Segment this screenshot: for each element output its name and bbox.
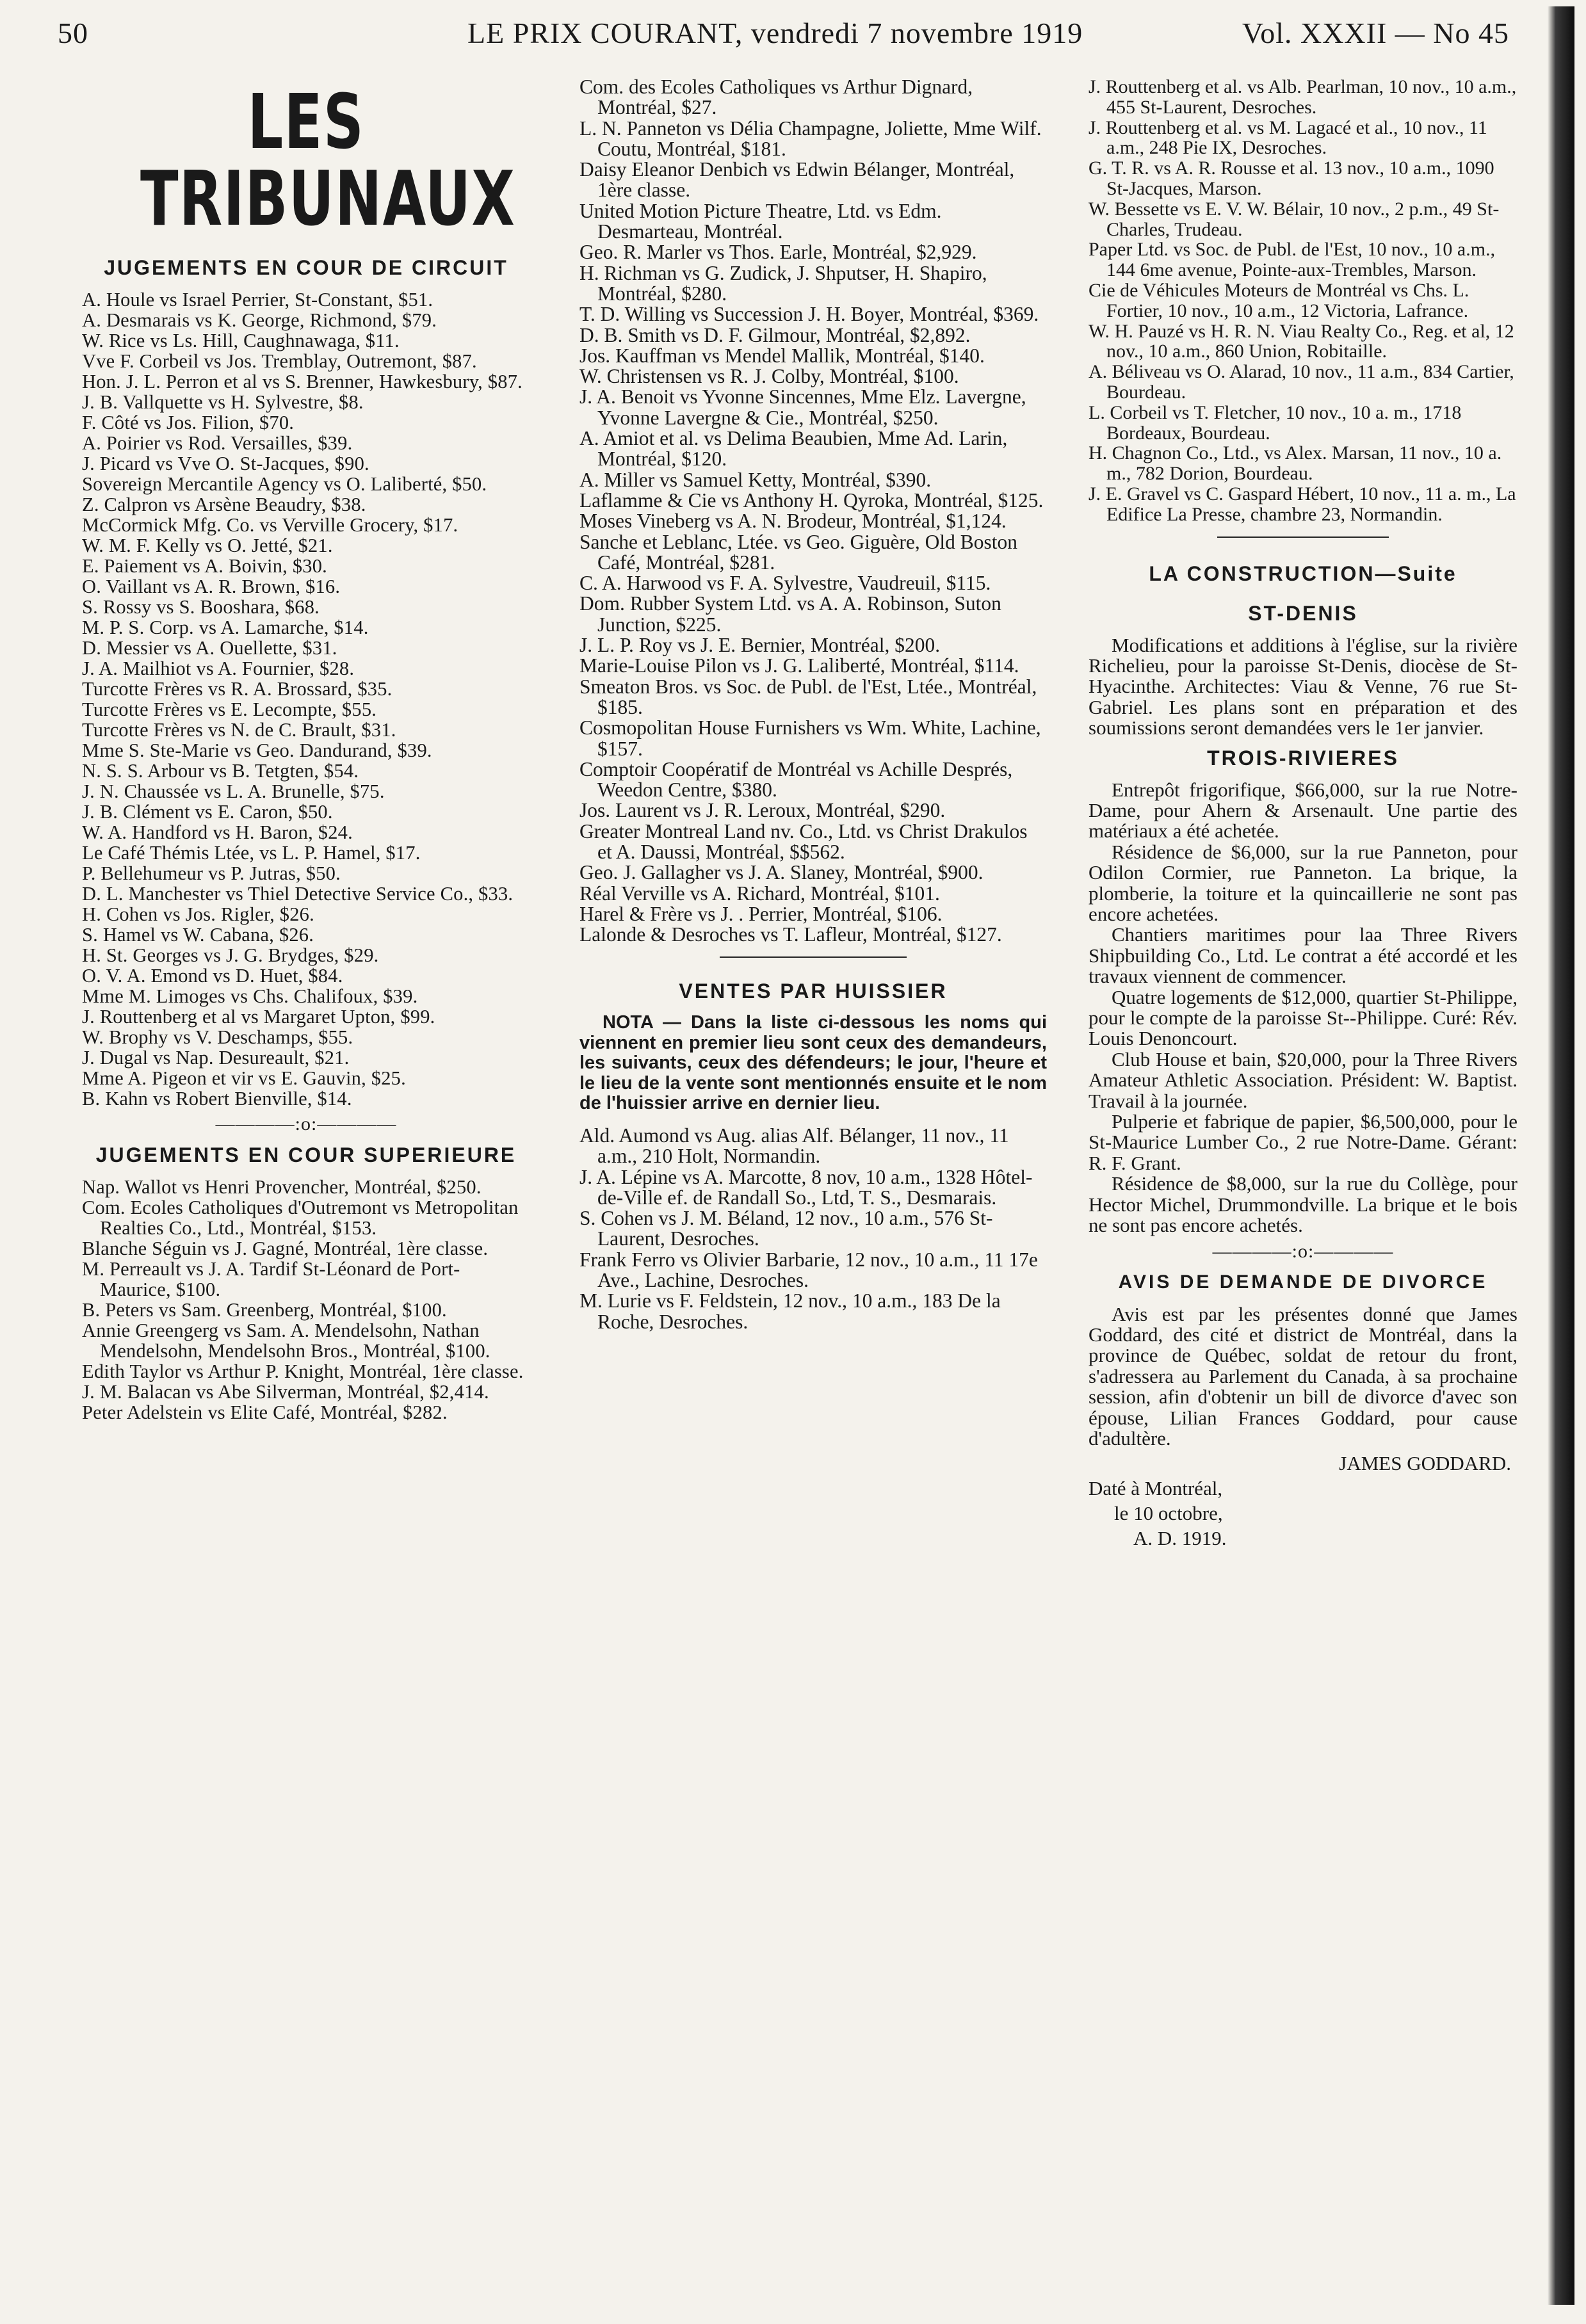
judgment-entry: Z. Calpron vs Arsène Beaudry, $38. xyxy=(82,494,366,515)
judgment-entry: J. B. Vallquette vs H. Sylvestre, $8. xyxy=(82,391,364,413)
judgment-entry: P. Bellehumeur vs P. Jutras, $50. xyxy=(82,862,341,884)
judgment-entry: H. St. Georges vs J. G. Brydges, $29. xyxy=(82,944,379,966)
judgment-entry: Smeaton Bros. vs Soc. de Publ. de l'Est, Ltée., Montréal, $185. xyxy=(579,675,1037,718)
judgment-entry: Vve F. Corbeil vs Jos. Tremblay, Outremont, $87. xyxy=(82,350,477,372)
scan-edge-shadow xyxy=(1548,6,1574,2305)
judgment-entry: Turcotte Frères vs N. de C. Brault, $31. xyxy=(82,719,396,741)
judgment-entry: A. Amiot et al. vs Delima Beaubien, Mme Ad. Larin, Montréal, $120. xyxy=(579,427,1008,471)
judgment-entry: M. Perreault vs J. A. Tardif St-Léonard de Port-Maurice, $100. xyxy=(82,1258,460,1300)
date-line-1: Daté à Montréal, xyxy=(1088,1477,1223,1500)
st-denis-paragraphs xyxy=(1088,635,1517,739)
judgment-entry: Annie Greengerg vs Sam. A. Mendelsohn, Nathan Mendelsohn, Mendelsohn Bros., Montréal, $100. xyxy=(82,1319,490,1362)
sale-entry: S. Cohen vs J. M. Béland, 12 nov., 10 a.m., 576 St-Laurent, Desroches. xyxy=(579,1207,993,1250)
judgment-entry: Peter Adelstein vs Elite Café, Montréal, $282. xyxy=(82,1401,448,1423)
judgment-entry: A. Desmarais vs K. George, Richmond, $79. xyxy=(82,309,437,331)
judgment-entry: Marie-Louise Pilon vs J. G. Laliberté, Montréal, $114. xyxy=(579,654,1019,677)
judgment-entry: Mme M. Limoges vs Chs. Chalifoux, $39. xyxy=(82,985,418,1007)
publication-title: LE PRIX COURANT, vendredi 7 novembre 1919 xyxy=(467,17,1083,49)
nota-paragraph: NOTA — Dans la liste ci-dessous les noms qui viennent en premier lieu sont ceux des demandeurs, les suivants, ceux des défendeurs; le jour, l'heure et le lieu de la vente sont mentionnés ensuite et le nom de l'huissier arrive en dernier lieu. xyxy=(579,1012,1047,1114)
judgment-entry: Harel & Frère vs J. . Perrier, Montréal, $106. xyxy=(579,902,943,925)
judgment-entry: W. Rice vs Ls. Hill, Caughnawaga, $11. xyxy=(82,330,400,351)
sale-entry: Frank Ferro vs Olivier Barbarie, 12 nov., 10 a.m., 11 17e Ave., Lachine, Desroches. xyxy=(579,1248,1038,1292)
judgment-entry: J. N. Chaussée vs L. A. Brunelle, $75. xyxy=(82,780,385,802)
judgment-entry: J. L. P. Roy vs J. E. Bernier, Montréal, $200. xyxy=(579,634,941,657)
column-3 xyxy=(1088,77,1517,1549)
judgment-entry: A. Miller vs Samuel Ketty, Montréal, $390. xyxy=(579,468,932,491)
construction-paragraph: Résidence de $8,000, sur la rue du Collège, pour Hector Michel, Drummondville. La brique et le bois ne sont pas encore achetés. xyxy=(1088,1172,1517,1237)
judgment-entry: Sovereign Mercantile Agency vs O. Laliberté, $50. xyxy=(82,473,487,495)
judgment-entry: B. Kahn vs Robert Bienville, $14. xyxy=(82,1088,352,1110)
judgment-entry: Com. Ecoles Catholiques d'Outremont vs Metropolitan Realties Co., Ltd., Montréal, $153. xyxy=(82,1197,519,1239)
sale-entry: Cie de Véhicules Moteurs de Montréal vs Chs. L. Fortier, 10 nov., 10 a.m., 12 Victoria, Lafrance. xyxy=(1088,279,1469,321)
judgment-entry: Lalonde & Desroches vs T. Lafleur, Montréal, $127. xyxy=(579,923,1002,946)
section-rule xyxy=(1217,537,1389,538)
judgment-entry: A. Poirier vs Rod. Versailles, $39. xyxy=(82,432,353,454)
judgment-entry: J. B. Clément vs E. Caron, $50. xyxy=(82,801,333,823)
heading-construction-suite: LA CONSTRUCTION—Suite xyxy=(1149,561,1457,585)
judgment-entry: Daisy Eleanor Denbich vs Edwin Bélanger, Montréal, 1ère classe. xyxy=(579,158,1015,202)
sale-entry: L. Corbeil vs T. Fletcher, 10 nov., 10 a. m., 1718 Bordeaux, Bourdeau. xyxy=(1088,401,1462,444)
heading-cour-superieure: JUGEMENTS EN COUR SUPERIEURE xyxy=(95,1143,517,1166)
date-line-3: A. D. 1919. xyxy=(1133,1527,1227,1550)
heading-trois-rivieres: TROIS-RIVIERES xyxy=(1207,746,1399,770)
sale-entry: Ald. Aumond vs Aug. alias Alf. Bélanger, 11 nov., 11 a.m., 210 Holt, Normandin. xyxy=(579,1124,1009,1168)
judgment-entry: F. Côté vs Jos. Filion, $70. xyxy=(82,412,295,433)
judgment-entry: Le Café Thémis Ltée, vs L. P. Hamel, $17. xyxy=(82,842,421,864)
judgment-entry: O. Vaillant vs A. R. Brown, $16. xyxy=(82,576,341,597)
judgment-entry: O. V. A. Emond vs D. Huet, $84. xyxy=(82,965,343,987)
page-header xyxy=(58,14,1528,52)
page-number: 50 xyxy=(58,17,88,49)
judgment-entry: C. A. Harwood vs F. A. Sylvestre, Vaudreuil, $115. xyxy=(579,572,991,595)
judgment-entry: W. Christensen vs R. J. Colby, Montréal, $100. xyxy=(579,365,959,388)
judgment-entry: D. L. Manchester vs Thiel Detective Service Co., $33. xyxy=(82,883,514,905)
judgment-entry: Dom. Rubber System Ltd. vs A. A. Robinson, Suton Junction, $225. xyxy=(579,592,1001,636)
judgment-entry: S. Hamel vs W. Cabana, $26. xyxy=(82,924,314,946)
separator: ————:o:———— xyxy=(1212,1240,1394,1262)
judgment-entry: Mme A. Pigeon et vir vs E. Gauvin, $25. xyxy=(82,1067,406,1089)
judgment-entry: L. N. Panneton vs Délia Champagne, Joliette, Mme Wilf. Coutu, Montréal, $181. xyxy=(579,117,1042,160)
judgment-entry: Geo. R. Marler vs Thos. Earle, Montréal, $2,929. xyxy=(579,241,977,264)
judgment-entry: N. S. S. Arbour vs B. Tetgten, $54. xyxy=(82,760,359,782)
judgment-entry: Greater Montreal Land nv. Co., Ltd. vs Christ Drakulos et A. Daussi, Montréal, $$562. xyxy=(579,819,1028,863)
judgment-entry: W. M. F. Kelly vs O. Jetté, $21. xyxy=(82,535,333,556)
judgment-entry: B. Peters vs Sam. Greenberg, Montréal, $100. xyxy=(82,1299,447,1321)
circuit-judgment-list xyxy=(82,289,530,1109)
judgment-entry: McCormick Mfg. Co. vs Verville Grocery, $17. xyxy=(82,514,458,536)
judgment-entry: A. Houle vs Israel Perrier, St-Constant, $51. xyxy=(82,289,433,311)
date-line-2: le 10 octobre, xyxy=(1114,1502,1223,1525)
sale-entry: J. E. Gravel vs C. Gaspard Hébert, 10 nov., 11 a. m., La Edifice La Presse, chambre 23, Normandin. xyxy=(1088,483,1516,525)
heading-st-denis: ST-DENIS xyxy=(1248,601,1358,625)
judgment-entry: E. Paiement vs A. Boivin, $30. xyxy=(82,555,328,577)
judgment-entry: Geo. J. Gallagher vs J. A. Slaney, Montréal, $900. xyxy=(579,861,983,884)
section-title-tribunaux: LES TRIBUNAUX xyxy=(140,77,516,243)
sale-entry: J. A. Lépine vs A. Marcotte, 8 nov, 10 a.m., 1328 Hôtel-de-Ville ef. de Randall So., Ltd, T. S., Desmarais. xyxy=(579,1165,1033,1209)
superior-judgment-list-continued xyxy=(579,77,1047,945)
volume-number: Vol. XXXII — No 45 xyxy=(1242,17,1509,49)
sale-entry: G. T. R. vs A. R. Rousse et al. 13 nov., 10 a.m., 1090 St-Jacques, Marson. xyxy=(1088,157,1494,199)
judgment-entry: Hon. J. L. Perron et al vs S. Brenner, Hawkesbury, $87. xyxy=(82,371,523,392)
judgment-entry: Blanche Séguin vs J. Gagné, Montréal, 1ère classe. xyxy=(82,1238,489,1259)
superior-judgment-list xyxy=(82,1177,530,1423)
construction-paragraph: Chantiers maritimes pour laa Three Rivers Shipbuilding Co., Ltd. Le contrat a été accordé et les travaux viennent de commencer. xyxy=(1088,923,1517,988)
judgment-entry: W. Brophy vs V. Deschamps, $55. xyxy=(82,1026,353,1048)
judgment-entry: J. A. Mailhiot vs A. Fournier, $28. xyxy=(82,658,355,679)
judgment-entry: Turcotte Frères vs E. Lecompte, $55. xyxy=(82,698,377,720)
separator: ————:o:———— xyxy=(215,1113,397,1134)
sale-entry: W. Bessette vs E. V. W. Bélair, 10 nov., 2 p.m., 49 St-Charles, Trudeau. xyxy=(1088,198,1500,240)
judgment-entry: Jos. Laurent vs J. R. Leroux, Montréal, $290. xyxy=(579,799,946,822)
judgment-entry: Mme S. Ste-Marie vs Geo. Dandurand, $39. xyxy=(82,739,432,761)
divorce-notice-text: Avis est par les présentes donné que James Goddard, des cité et district de Montréal, dans la province de Québec, soldat de retour du front, s'adressera au Parlement du Canada, à sa prochaine session, afin d'obtenir un bill de divorce d'avec son épouse, Lilian Frances Goddard, pour cause d'adultère. xyxy=(1088,1302,1517,1449)
judgment-entry: D. Messier vs A. Ouellette, $31. xyxy=(82,637,337,659)
heading-cour-circuit: JUGEMENTS EN COUR DE CIRCUIT xyxy=(104,256,508,279)
judgment-entry: H. Richman vs G. Zudick, J. Shputser, H. Shapiro, Montréal, $280. xyxy=(579,261,987,305)
heading-avis-divorce: AVIS DE DEMANDE DE DIVORCE xyxy=(1118,1271,1488,1293)
judgment-entry: J. M. Balacan vs Abe Silverman, Montréal, $2,414. xyxy=(82,1381,489,1403)
judgment-entry: J. Dugal vs Nap. Desureault, $21. xyxy=(82,1047,350,1069)
judgment-entry: United Motion Picture Theatre, Ltd. vs Edm. Desmarteau, Montréal. xyxy=(579,199,942,243)
construction-paragraph: Club House et bain, $20,000, pour la Three Rivers Amateur Athletic Association. Président: W. Baptist. Travail à la journée. xyxy=(1088,1047,1517,1112)
judgment-entry: Réal Verville vs A. Richard, Montréal, $101. xyxy=(579,882,940,905)
judgment-entry: Turcotte Frères vs R. A. Brossard, $35. xyxy=(82,678,392,700)
judgment-entry: S. Rossy vs S. Booshara, $68. xyxy=(82,596,320,618)
construction-paragraph: Résidence de $6,000, sur la rue Panneton, pour Odilon Cormier, rue Panneton. La brique, la plomberie, la toiture et la quincaillerie ne sont pas encore achetées. xyxy=(1088,840,1517,925)
signature-name: JAMES GODDARD. xyxy=(1339,1452,1511,1475)
judgment-entry: Com. des Ecoles Catholiques vs Arthur Dignard, Montréal, $27. xyxy=(579,76,973,119)
judgment-entry: Moses Vineberg vs A. N. Brodeur, Montréal, $1,124. xyxy=(579,510,1007,533)
column-2 xyxy=(579,77,1047,1332)
judgment-entry: Sanche et Leblanc, Ltée. vs Geo. Giguère, Old Boston Café, Montréal, $281. xyxy=(579,530,1018,574)
sale-entry: M. Lurie vs F. Feldstein, 12 nov., 10 a.m., 183 De la Roche, Desroches. xyxy=(579,1289,1001,1333)
judgment-entry: Comptoir Coopératif de Montréal vs Achille Després, Weedon Centre, $380. xyxy=(579,757,1013,802)
judgment-entry: T. D. Willing vs Succession J. H. Boyer, Montréal, $369. xyxy=(579,303,1039,326)
construction-paragraph: Pulperie et fabrique de papier, $6,500,000, pour le St-Maurice Lumber Co., 2 rue Notre-Dame. Gérant: R. F. Grant. xyxy=(1088,1110,1517,1174)
judgment-entry: D. B. Smith vs D. F. Gilmour, Montréal, $2,892. xyxy=(579,323,971,346)
trois-rivieres-paragraphs xyxy=(1088,780,1517,1236)
sale-entry: Paper Ltd. vs Soc. de Publ. de l'Est, 10 nov., 10 a.m., 144 6me avenue, Pointe-aux-Trembles, Marson. xyxy=(1088,239,1496,281)
construction-paragraph: Entrepôt frigorifique, $66,000, sur la rue Notre-Dame, pour Ahern & Arsenault. Une partie des matériaux a été achetée. xyxy=(1088,778,1517,843)
judgment-entry: Edith Taylor vs Arthur P. Knight, Montréal, 1ère classe. xyxy=(82,1360,524,1382)
sale-entry: W. H. Pauzé vs H. R. N. Viau Realty Co., Reg. et al, 12 nov., 10 a.m., 860 Union, Robitaille. xyxy=(1088,320,1514,362)
judgment-entry: Cosmopolitan House Furnishers vs Wm. White, Lachine, $157. xyxy=(579,716,1041,760)
sale-entry: A. Béliveau vs O. Alarad, 10 nov., 11 a.m., 834 Cartier, Bourdeau. xyxy=(1088,361,1514,403)
sale-entry: J. Routtenberg et al. vs Alb. Pearlman, 10 nov., 10 a.m., 455 St-Laurent, Desroches. xyxy=(1088,76,1517,118)
judgment-entry: W. A. Handford vs H. Baron, $24. xyxy=(82,821,353,843)
bailiff-sales-list-continued xyxy=(1088,77,1517,525)
sale-entry: H. Chagnon Co., Ltd., vs Alex. Marsan, 11 nov., 10 a. m., 782 Dorion, Bourdeau. xyxy=(1088,442,1502,485)
judgment-entry: Laflamme & Cie vs Anthony H. Qyroka, Montréal, $125. xyxy=(579,488,1044,512)
judgment-entry: M. P. S. Corp. vs A. Lamarche, $14. xyxy=(82,617,369,638)
heading-ventes-huissier: VENTES PAR HUISSIER xyxy=(679,980,948,1003)
judgment-entry: H. Cohen vs Jos. Rigler, $26. xyxy=(82,903,314,925)
bailiff-sales-list xyxy=(579,1126,1047,1332)
column-1 xyxy=(82,77,530,1423)
section-rule xyxy=(720,956,907,958)
judgment-entry: J. A. Benoit vs Yvonne Sincennes, Mme Elz. Lavergne, Yvonne Lavergne & Cie., Montréal, $250. xyxy=(579,385,1026,429)
judgment-entry: Nap. Wallot vs Henri Provencher, Montréal, $250. xyxy=(82,1176,481,1198)
judgment-entry: J. Picard vs Vve O. St-Jacques, $90. xyxy=(82,453,369,474)
construction-paragraph: Quatre logements de $12,000, quartier St-Philippe, pour le compte de la paroisse St--Philippe. Curé: Rév. Louis Denoncourt. xyxy=(1088,985,1517,1050)
judgment-entry: Jos. Kauffman vs Mendel Mallik, Montréal, $140. xyxy=(579,344,985,367)
judgment-entry: J. Routtenberg et al vs Margaret Upton, $99. xyxy=(82,1006,435,1028)
construction-paragraph: Modifications et additions à l'église, sur la rivière Richelieu, pour la paroisse St-Denis, diocèse de St-Hyacinthe. Architectes: Viau & Venne, 76 rue St-Gabriel. Les plans sont en préparation et des soumissions seront demandées vers le 1er janvier. xyxy=(1088,633,1517,739)
sale-entry: J. Routtenberg et al. vs M. Lagacé et al., 10 nov., 11 a.m., 248 Pie IX, Desroches. xyxy=(1088,117,1487,159)
